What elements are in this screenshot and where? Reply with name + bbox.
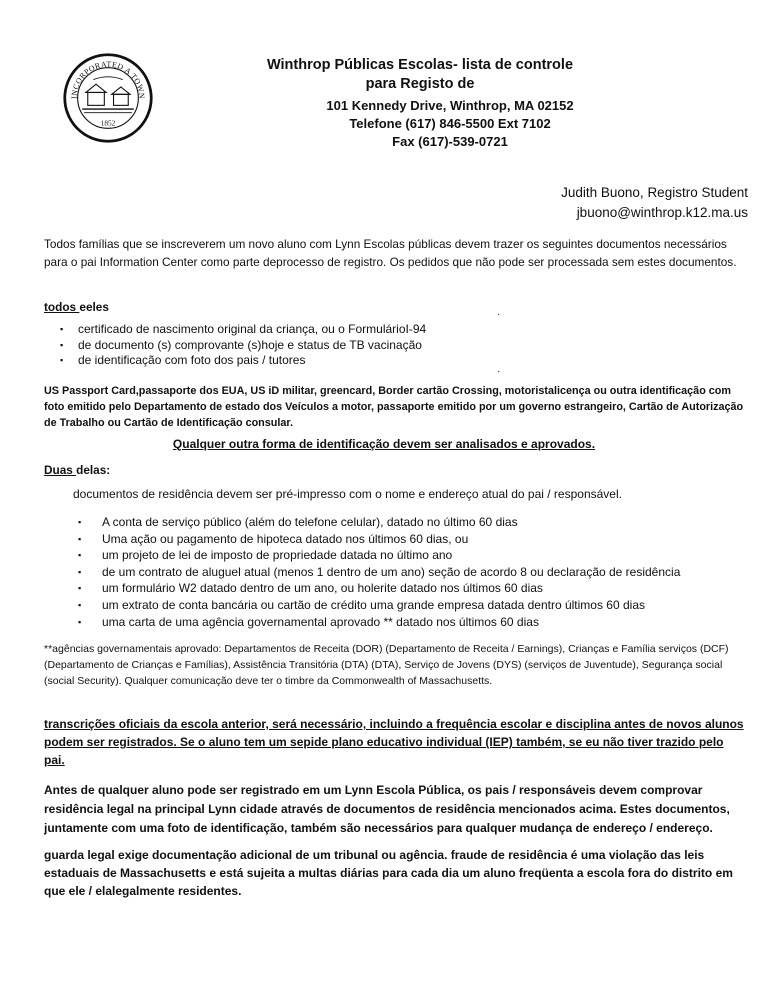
- stray-dot: ·: [497, 309, 501, 320]
- town-seal-logo: [62, 52, 154, 144]
- other-id-note: Qualquer outra forma de identificação devem ser analisados e aprovados.: [172, 437, 596, 451]
- residency-intro: documentos de residência devem ser pré-impresso com o nome e endereço atual do pai / responsável.: [73, 487, 622, 501]
- fax: Fax (617)-539-0721: [392, 134, 508, 149]
- registrar-name: Judith Buono, Registro Student: [561, 185, 748, 200]
- list-item: ▪ um extrato de conta bancária ou cartão de crédito uma grande empresa datada dentro últimos 60 dias: [44, 597, 764, 614]
- stray-dot: ·: [497, 366, 501, 377]
- list-item: ▪ de identificação com foto dos pais / tutores: [44, 353, 744, 369]
- list-item: ▪ A conta de serviço público (além do telefone celular), datado no último 60 dias: [44, 514, 764, 531]
- school-address-block: [300, 97, 600, 151]
- title-line-1: Winthrop Públicas Escolas- lista de controle: [266, 57, 574, 73]
- list-item: ▪ certificado de nascimento original da criança, ou o FormulárioI-94: [44, 322, 744, 338]
- document-title: [220, 56, 620, 94]
- svg-text:INCORPORATED A TOWN: INCORPORATED A TOWN: [69, 59, 147, 100]
- registrar-email[interactable]: jbuono@winthrop.k12.ma.us: [576, 205, 748, 220]
- section-all-heading: todos eeles: [44, 300, 109, 314]
- accepted-id-paragraph: US Passport Card,passaporte dos EUA, US iD militar, greencard, Border cartão Crossing, motoristalicença ou outra identificação com foto emitido pelo Departamento de estado dos Veículos a motor, passaporte emitido por um governo estrangeiro, Cartão de Autorização de Trabalho ou Cartão de Identificação consular.: [44, 385, 744, 429]
- list-item: ▪ um formulário W2 datado dentro de um ano, ou holerite datado nos últimos 60 dias: [44, 580, 764, 597]
- list-item: ▪ de um contrato de aluguel atual (menos 1 dentro de um ano) seção de acordo 8 ou declaração de residência: [44, 564, 764, 581]
- svg-text:1852: 1852: [100, 118, 116, 128]
- list-item: ▪ de documento (s) comprovante (s)hoje e status de TB vacinação: [44, 338, 744, 354]
- list-item: ▪ Uma ação ou pagamento de hipoteca datado nos últimos 60 dias, ou: [44, 531, 764, 548]
- list-item: ▪ um projeto de lei de imposto de propriedade datada no último ano: [44, 547, 764, 564]
- transcripts-paragraph: transcrições oficiais da escola anterior, será necessário, incluindo a frequência escolar e disciplina antes de novos alunos podem ser registrados. Se o aluno tem um sepide plano educativo individual (IEP) também, se eu não tiver trazido pelo pai.: [44, 717, 744, 767]
- phone: Telefone (617) 846-5500 Ext 7102: [349, 116, 551, 131]
- guardianship-paragraph: guarda legal exige documentação adicional de um tribunal ou agência. fraude de residência é uma violação das leis estaduais de Massachusetts e está sujeita a multas diárias para cada dia um aluno freqüenta a escola fora do distrito em que ele / elalegalmente residentes.: [44, 848, 733, 898]
- section-two-heading: Duas delas:: [44, 463, 111, 477]
- registrar-contact: [561, 183, 748, 223]
- list-item: ▪ uma carta de uma agência governamental aprovado ** datado nos últimos 60 dias: [44, 614, 764, 631]
- agencies-footnote: **agências governamentais aprovado: Departamentos de Receita (DOR) (Departamento de Receita / Earnings), Crianças e Família serviços (DCF) (Departamento de Crianças e Famílias), Assistência Transitória (DTA) (DTA), Serviço de Jovens (DYS) (serviços de Juventude), Segurança social (social Security). Qualquer comunicação deve ter o timbre da Commonwealth of Massachusetts.: [44, 643, 729, 687]
- title-line-2: para Registo de: [365, 76, 475, 92]
- intro-paragraph: Todos famílias que se inscreverem um novo aluno com Lynn Escolas públicas devem trazer os seguintes documentos necessários para o pai Information Center como parte deprocesso de registro. Os pedidos que não pode ser processada sem estes documentos.: [44, 237, 737, 269]
- required-documents-list: [44, 322, 744, 369]
- address: 101 Kennedy Drive, Winthrop, MA 02152: [326, 98, 574, 113]
- residency-proof-paragraph: Antes de qualquer aluno pode ser registrado em um Lynn Escola Pública, os pais / responsáveis devem comprovar residência legal na principal Lynn cidade através de documentos de residência mencionados acima. Estes documentos, juntamente com uma foto de identificação, também são necessários para qualquer mudança de endereço / endereço.: [44, 783, 730, 835]
- residency-documents-list: [44, 514, 764, 630]
